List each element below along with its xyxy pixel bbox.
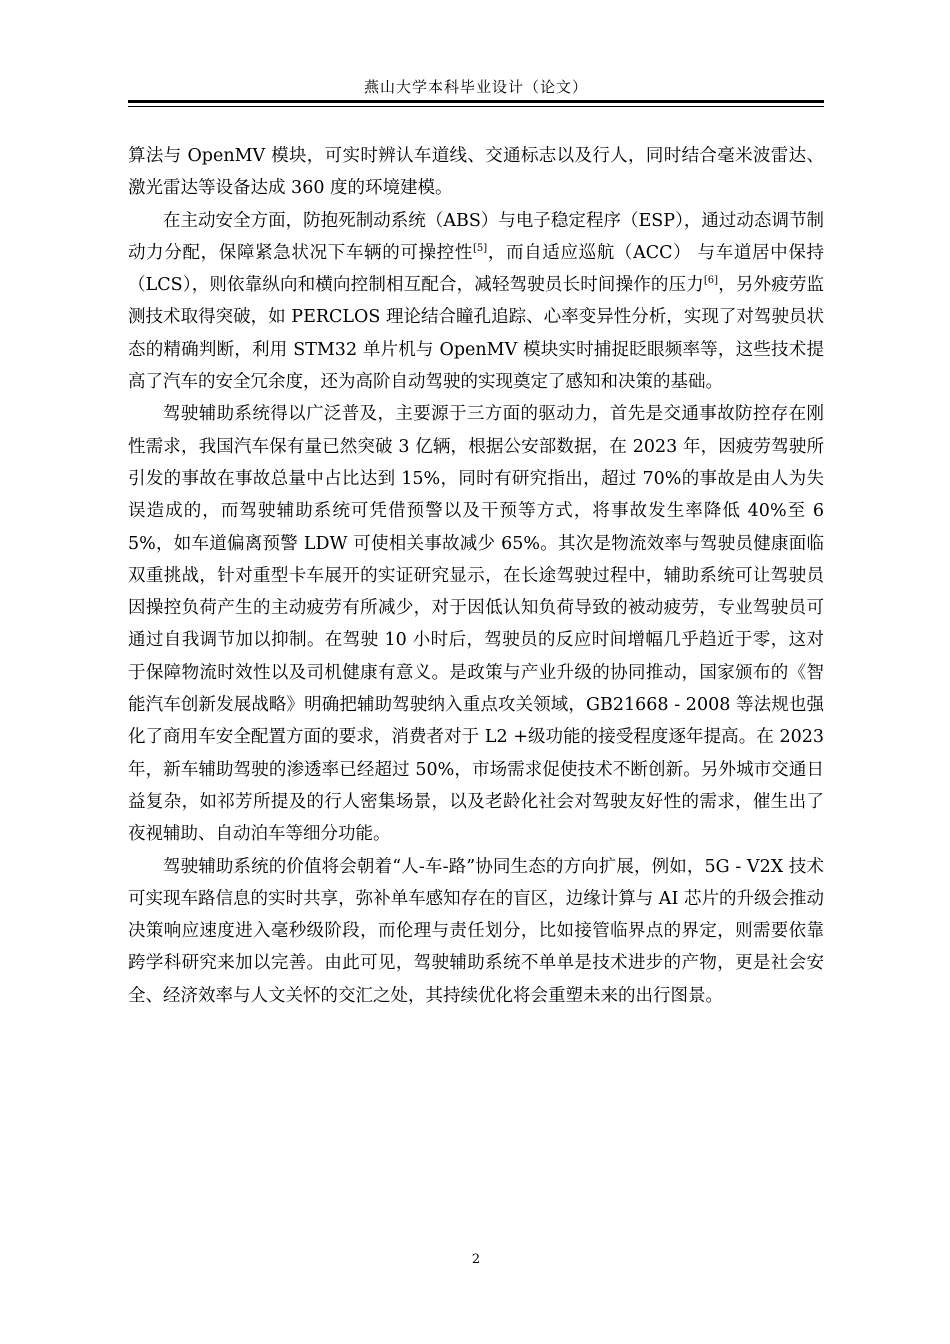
citation-reference: [6] <box>703 275 719 287</box>
paragraph-text-segment: 在主动安全方面，防抱死制动系统（ABS）与电子稳定程序（ESP），通过动态调节制动力分配，保障紧急状况下车辆的可操控性 <box>128 210 824 263</box>
paragraph-continued: 算法与 OpenMV 模块，可实时辨认车道线、交通标志以及行人，同时结合毫米波雷达、激光雷达等设备达成 360 度的环境建模。 <box>128 146 824 199</box>
paragraph-driving-forces: 驾驶辅助系统得以广泛普及，主要源于三方面的驱动力，首先是交通事故防控存在刚性需求，我国汽车保有量已然突破 3 亿辆，根据公安部数据，在 2023 年，因疲劳驾驶所引发的事故在事故总量中占比达到 15%，同时有研究指出，超过 70%的事故是由人为失误造成的，而驾驶辅助系统可凭借预警以及干预等方式，将事故发生率降低 40%至 65%，如车道偏离预警 LDW 可使相关事故减少 65%。其次是物流效率与驾驶员健康面临双重挑战，针对重型卡车展开的实证研究显示，在长途驾驶过程中，辅助系统可让驾驶员因操控负荷产生的主动疲劳有所减少，对于因低认知负荷导致的被动疲劳，专业驾驶员可通过自我调节加以抑制。在驾驶 10 小时后，驾驶员的反应时间增幅几乎趋近于零，这对于保障物流时效性以及司机健康有意义。是政策与产业升级的协同推动，国家颁布的《智能汽车创新发展战略》明确把辅助驾驶纳入重点攻关领域，GB21668 - 2008 等法规也强化了商用车安全配置方面的要求，消费者对于 L2 +级功能的接受程度逐年提高。在 2023 年，新车辅助驾驶的渗透率已经超过 50%，市场需求促使技术不断创新。另外城市交通日益复杂，如祁芳所提及的行人密集场景，以及老龄化社会对驾驶友好性的需求，催生出了夜视辅助、自动泊车等细分功能。 <box>128 404 824 845</box>
page-number: 2 <box>471 1252 481 1267</box>
paragraph-active-safety <box>128 205 824 399</box>
paragraph-text-segment: ，而自适应巡航（ACC） 与车道居中保持（LCS），则依靠纵向和横向控制相互配合，减轻驾驶员长时间操作的压力 <box>128 242 824 296</box>
page-header: 燕山大学本科毕业设计（论文） <box>363 78 588 96</box>
paragraph-text-segment: ，另外疲劳监测技术取得突破，如 PERCLOS 理论结合瞳孔追踪、心率变异性分析，实现了对驾驶员状态的精确判断，利用 STM32 单片机与 OpenMV 模块实时捕捉眨眼频率等，这些技术提高了汽车的安全冗余度，还为高阶自动驾驶的实现奠定了感知和决策的基础。 <box>128 275 825 393</box>
header-rule-thin <box>128 106 824 107</box>
body-text <box>128 140 824 1012</box>
paragraph-future-value: 驾驶辅助系统的价值将会朝着“人-车-路”协同生态的方向扩展，例如，5G - V2X 技术可实现车路信息的实时共享，弥补单车感知存在的盲区，边缘计算与 AI 芯片的升级会推动决策响应速度进入毫秒级阶段，而伦理与责任划分，比如接管临界点的界定，则需要依靠跨学科研究来加以完善。由此可见，驾驶辅助系统不单单是技术进步的产物，更是社会安全、经济效率与人文关怀的交汇之处，其持续优化将会重塑未来的出行图景。 <box>128 856 824 1006</box>
header-rule-thick <box>128 100 824 103</box>
citation-reference: [5] <box>473 242 488 254</box>
